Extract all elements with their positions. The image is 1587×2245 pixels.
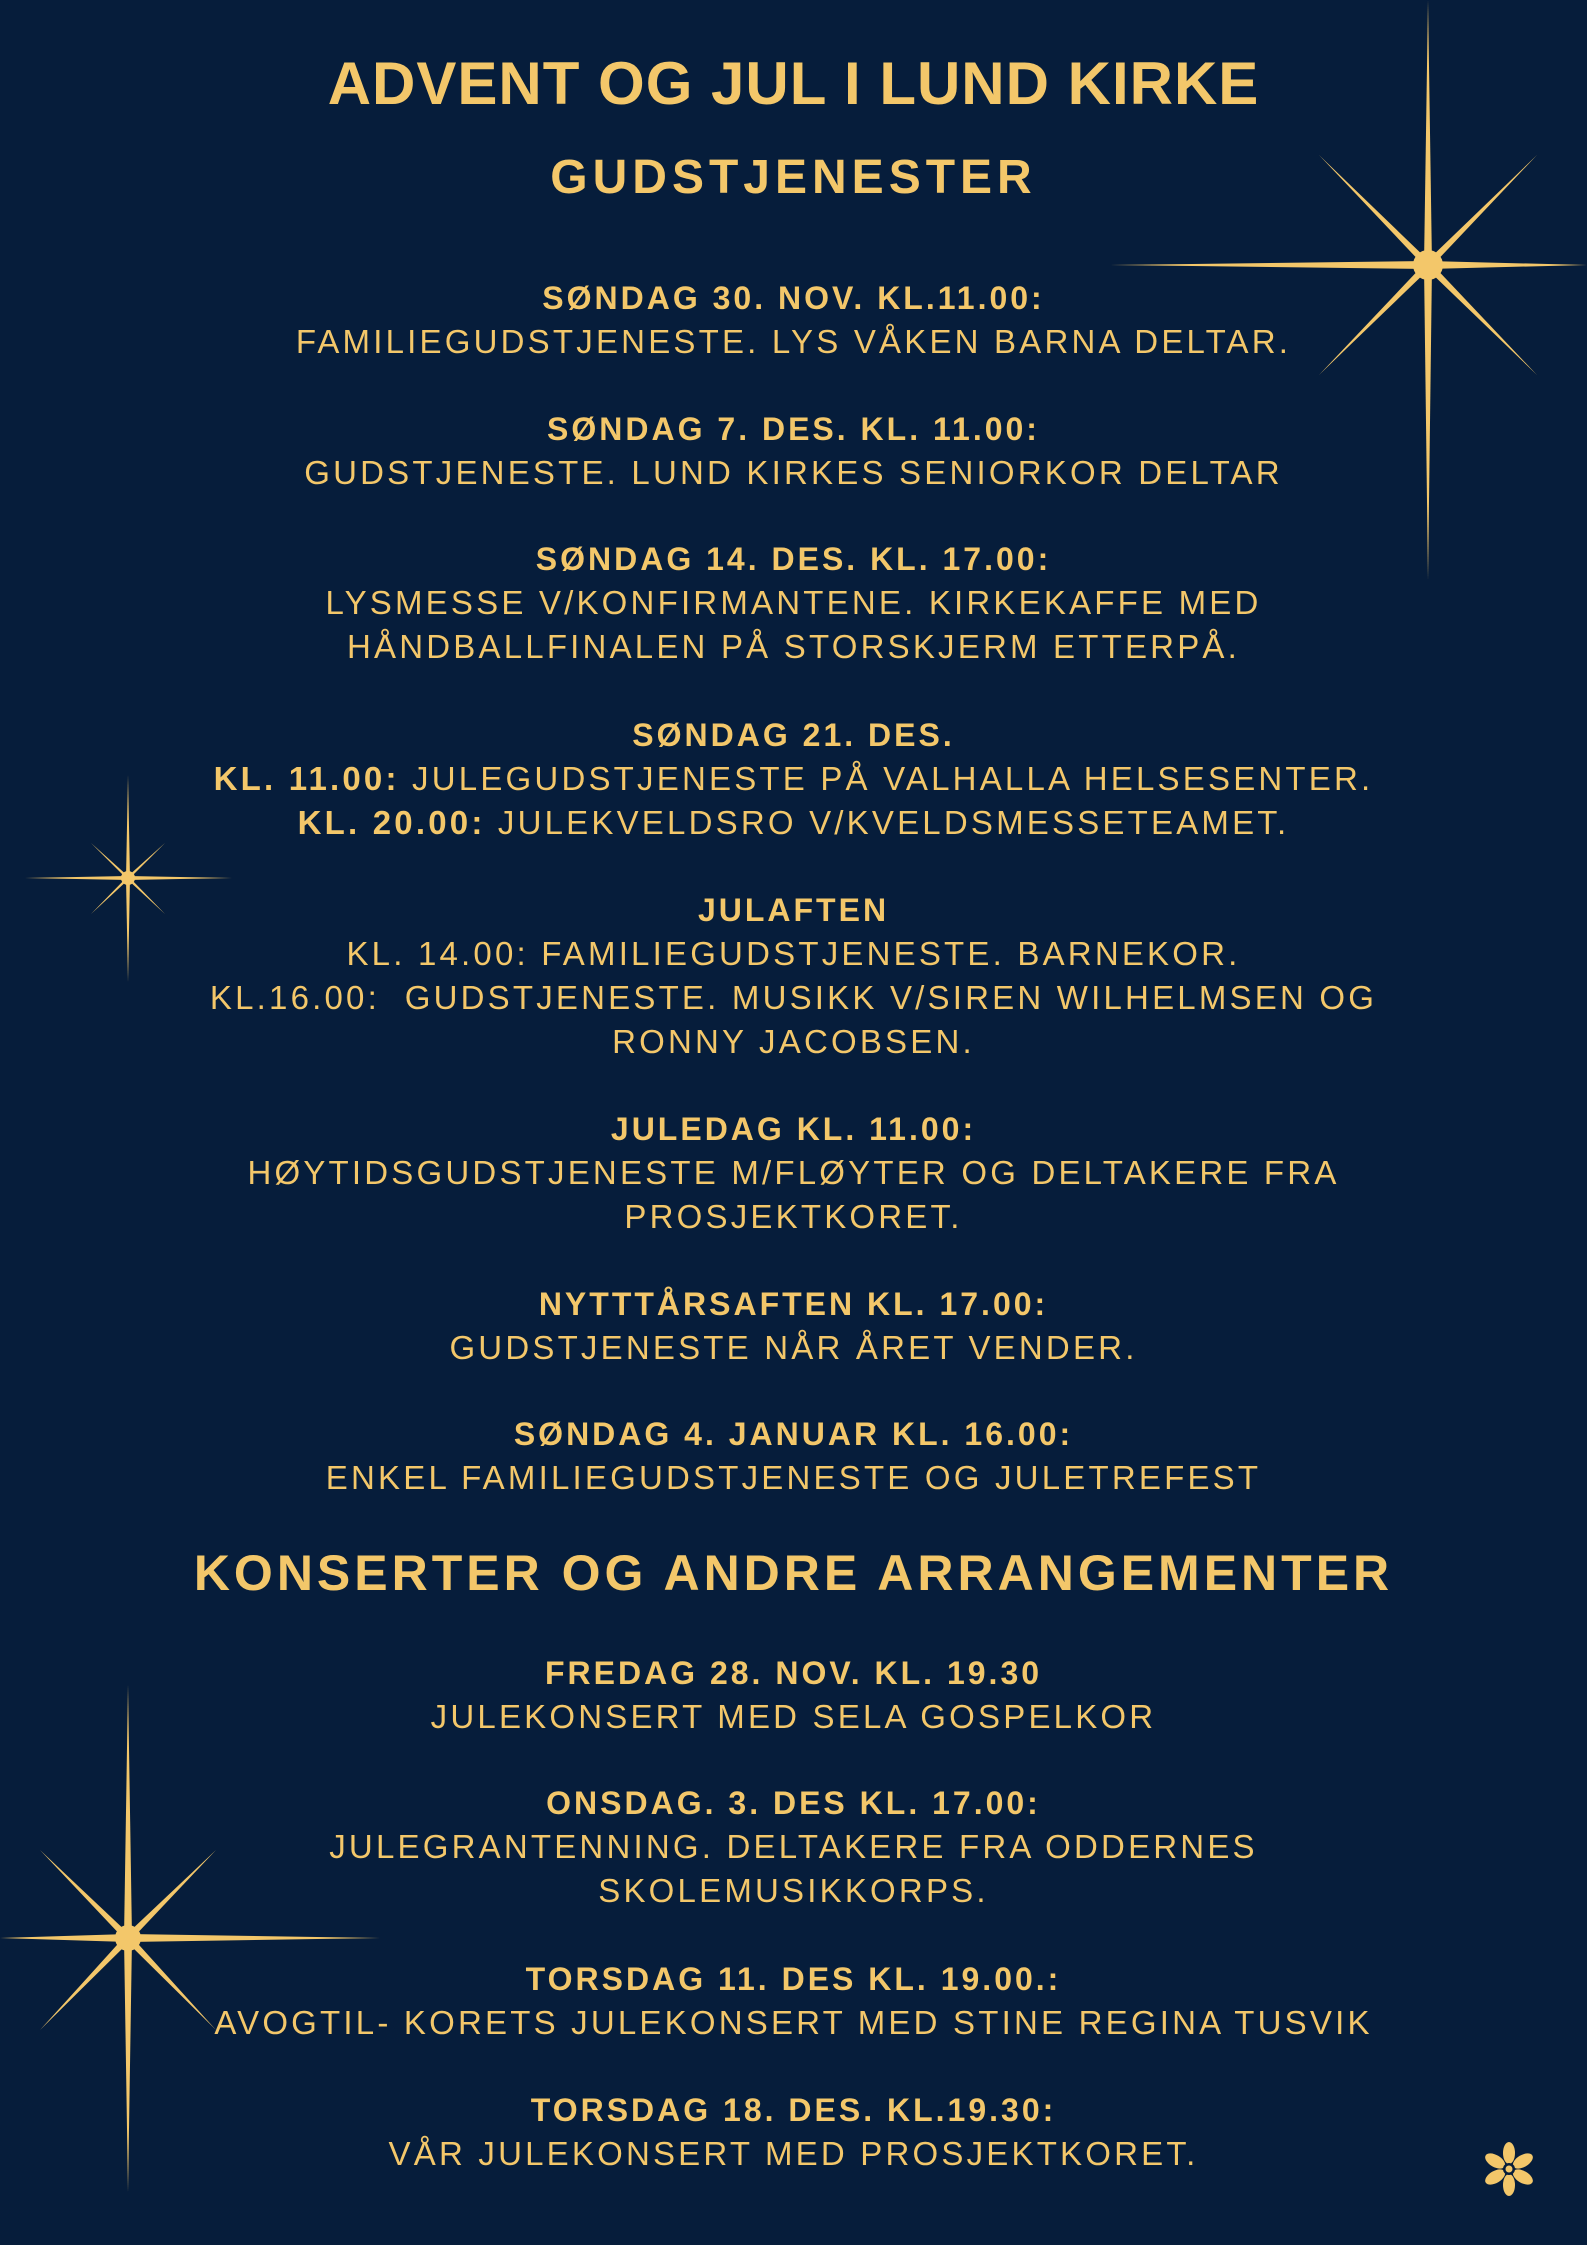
- service-item: [120, 1282, 1467, 1370]
- concert-text: VÅR JULEKONSERT MED PROSJEKTKORET.: [388, 2135, 1199, 2172]
- service-time: KL. 20.00:: [297, 804, 486, 841]
- concert-item: [120, 1781, 1467, 1913]
- service-heading: SØNDAG 21. DES.: [632, 717, 955, 753]
- concert-text: JULEKONSERT MED SELA GOSPELKOR: [430, 1698, 1157, 1735]
- service-text: KL. 14.00: FAMILIEGUDSTJENESTE. BARNEKOR.: [346, 935, 1241, 972]
- service-time-line: [120, 757, 1467, 801]
- service-item: [120, 1107, 1467, 1239]
- service-text: KL.16.00: GUDSTJENESTE. MUSIKK V/SIREN WILHELMSEN OG: [209, 979, 1378, 1016]
- service-text: JULEGUDSTJENESTE PÅ VALHALLA HELSESENTER.: [412, 760, 1374, 797]
- service-text: GUDSTJENESTE. LUND KIRKES SENIORKOR DELTAR: [304, 454, 1283, 491]
- service-heading: SØNDAG 30. NOV. KL.11.00:: [542, 280, 1045, 316]
- services-heading: GUDSTJENESTER: [550, 151, 1037, 204]
- concert-item: [120, 1651, 1467, 1739]
- service-heading: JULAFTEN: [697, 892, 890, 928]
- service-text: JULEKVELDSRO V/KVELDSMESSETEAMET.: [497, 804, 1290, 841]
- service-time-line: [120, 801, 1467, 845]
- service-text: GUDSTJENESTE NÅR ÅRET VENDER.: [449, 1329, 1138, 1366]
- flower-icon: [1478, 2138, 1540, 2200]
- service-text: HÅNDBALLFINALEN PÅ STORSKJERM ETTERPÅ.: [346, 628, 1240, 665]
- service-text: RONNY JACOBSEN.: [612, 1023, 975, 1060]
- concert-heading: TORSDAG 18. DES. KL.19.30:: [530, 2092, 1057, 2128]
- concerts-heading: KONSERTER OG ANDRE ARRANGEMENTER: [193, 1545, 1394, 1601]
- service-text: HØYTIDSGUDSTJENESTE M/FLØYTER OG DELTAKERE FRA: [247, 1154, 1340, 1191]
- concert-item: [60, 1957, 1527, 2045]
- service-item: [120, 407, 1467, 495]
- service-item: [120, 713, 1467, 845]
- service-item: [120, 1412, 1467, 1500]
- concert-text: AVOGTIL- KORETS JULEKONSERT MED STINE REGINA TUSVIK: [214, 2004, 1373, 2041]
- service-text: ENKEL FAMILIEGUDSTJENESTE OG JULETREFEST: [325, 1459, 1262, 1496]
- service-item: [120, 888, 1467, 1064]
- concert-text: SKOLEMUSIKKORPS.: [598, 1872, 989, 1909]
- service-heading: NYTTTÅRSAFTEN KL. 17.00:: [538, 1286, 1049, 1322]
- service-heading: JULEDAG KL. 11.00:: [610, 1111, 977, 1147]
- concert-heading: ONSDAG. 3. DES KL. 17.00:: [546, 1785, 1041, 1821]
- concert-item: [120, 2088, 1467, 2176]
- page-title: ADVENT OG JUL I LUND KIRKE: [327, 50, 1260, 117]
- service-item: [120, 537, 1467, 669]
- service-heading: SØNDAG 14. DES. KL. 17.00:: [535, 541, 1052, 577]
- concert-heading: FREDAG 28. NOV. KL. 19.30: [544, 1655, 1043, 1691]
- service-time: KL. 11.00:: [213, 760, 400, 797]
- service-text: PROSJEKTKORET.: [624, 1198, 963, 1235]
- service-heading: SØNDAG 4. JANUAR KL. 16.00:: [513, 1416, 1074, 1452]
- service-item: [120, 276, 1467, 364]
- service-heading: SØNDAG 7. DES. KL. 11.00:: [547, 411, 1040, 447]
- service-text: FAMILIEGUDSTJENESTE. LYS VÅKEN BARNA DELTAR.: [295, 323, 1292, 360]
- concert-text: JULEGRANTENNING. DELTAKERE FRA ODDERNES: [329, 1828, 1258, 1865]
- service-text: LYSMESSE V/KONFIRMANTENE. KIRKEKAFFE MED: [325, 584, 1262, 621]
- concert-heading: TORSDAG 11. DES KL. 19.00.:: [525, 1961, 1062, 1997]
